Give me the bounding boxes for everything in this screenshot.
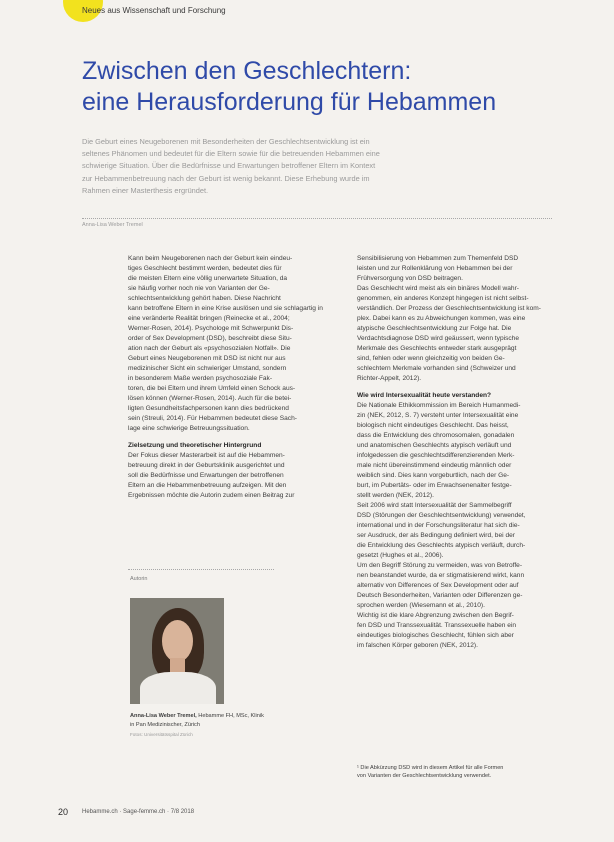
body-line: toren, die bei Eltern und ihrem Umfeld einen Schock aus-	[128, 385, 296, 392]
body-line: leisten und zur Rollenklärung von Hebammen bei der	[357, 265, 513, 272]
author-photo	[130, 598, 224, 704]
body-line: Kann beim Neugeborenen nach der Geburt kein eindeu-	[128, 255, 293, 262]
body-line: infolgedessen die geschlechtsdifferenzierenden Merk-	[357, 452, 515, 459]
article-lead	[82, 136, 482, 197]
photo-divider	[128, 569, 274, 570]
body-line: Werner-Rosen, 2014). Psychologe mit Schwerpunkt Dis-	[128, 325, 294, 332]
footnote-line: ¹ Die Abkürzung DSD wird in diesem Artikel für alle Formen	[357, 765, 504, 771]
title-line: Zwischen den Geschlechtern:	[82, 57, 412, 85]
body-line: schlechtern Merkmale vorhanden sind (Schweizer und	[357, 365, 516, 372]
body-line: alternativ von Differences of Sex Development oder auf	[357, 582, 519, 589]
photo-heading: Autorin	[130, 576, 148, 582]
body-line: sein (Streuli, 2014). Für Hebammen bedeutet diese Sach-	[128, 415, 297, 422]
body-line: international und in der Forschungsliteratur hat sich die-	[357, 522, 520, 529]
body-line: Eltern an die Hebammenbetreuung aufzeigen. Mit den	[128, 482, 287, 489]
body-line: ation nach der Geburt als «psychosozialen Notfall». Die	[128, 345, 291, 352]
journal-footer: Hebamme.ch · Sage-femme.ch · 7/8 2018	[82, 809, 195, 815]
body-line: burt, im Pubertäts- oder im Erwachsenenalter festge-	[357, 482, 512, 489]
caption-line	[130, 712, 280, 721]
section-label: Neues aus Wissenschaft und Forschung	[82, 6, 226, 15]
body-line: fen DSD und Transsexualität. Transsexuelle haben ein	[357, 622, 517, 629]
byline: Anna-Lisa Weber Tremel	[82, 222, 143, 228]
body-line: nen beanstandet wurde, da er stigmatisierend wirkt, kann	[357, 572, 525, 579]
lead-line: Die Geburt eines Neugeborenen mit Besonderheiten der Geschlechtsentwicklung ist ein	[82, 137, 370, 146]
body-line: atypische Geschlechtsentwicklung zur Folge hat. Die	[357, 325, 512, 332]
caption-author-name: Anna-Lisa Weber Tremel,	[130, 713, 197, 719]
left-column	[128, 254, 350, 501]
photo-face	[162, 620, 193, 662]
body-line: und anatomischen Geschlechts atypisch verläuft und	[357, 442, 512, 449]
body-line: order of Sex Development (DSD), beschreibt diese Situ-	[128, 335, 292, 342]
body-line: plex. Dabei kann es zu Abweichungen kommen, was eine	[357, 315, 526, 322]
body-line: Wichtig ist die klare Abgrenzung zwischen den Begrif-	[357, 612, 514, 619]
body-line: ligten Gesundheitsfachpersonen kann dies bedrückend	[128, 405, 289, 412]
paragraph-gap	[357, 384, 580, 391]
lead-line: zur Hebammenbetreuung nach der Geburt ist wenig bekannt. Diese Erhebung wurde im	[82, 173, 370, 183]
body-line: eine veränderte Realität bringen (Reinecke et al., 2004;	[128, 315, 290, 322]
caption-line: in Pan Medizinischer, Zürich	[130, 722, 200, 728]
photo-shirt	[140, 672, 216, 704]
body-line: gesetzt (Hughes et al., 2006).	[357, 552, 444, 559]
body-line: Deutsch Besonderheiten, Varianten oder Differenzen ge-	[357, 592, 523, 599]
photo-caption	[130, 712, 280, 730]
body-line: stellt werden (NEK, 2012).	[357, 492, 434, 499]
paragraph-gap	[128, 434, 350, 441]
photo-credit: Fotos: Universitätsspital Zürich	[130, 732, 193, 737]
footnote-line: von Varianten der Geschlechtsentwicklung verwendet.	[357, 773, 492, 779]
body-line: DSD (Störungen der Geschlechtsentwicklung) verwendet,	[357, 512, 526, 519]
body-line: kann betroffene Eltern in eine Krise auslösen und sie schlagartig in	[128, 305, 323, 312]
body-line: in besonderem Maße werden psychosoziale Fak-	[128, 375, 273, 382]
body-line: sprochen werden (Wiesemann et al., 2010).	[357, 602, 485, 609]
caption-role: Hebamme FH, MSc, Klinik	[196, 713, 264, 719]
body-line: lösen können (Werner-Rosen, 2014). Auch für die betei-	[128, 395, 292, 402]
body-line: medizinischer Sicht ein schwieriger Umstand, sondern	[128, 365, 287, 372]
body-line: sie häufig vorher noch nie von Varianten der Ge-	[128, 285, 270, 292]
body-line: dass die Entwicklung des chromosomalen, gonadalen	[357, 432, 515, 439]
body-line: im falschen Körper geboren (NEK, 2012).	[357, 642, 478, 649]
body-line: die meisten Eltern eine völlig unerwartete Situation, da	[128, 275, 288, 282]
body-line: Die Nationale Ethikkommission im Bereich Humanmedi-	[357, 402, 521, 409]
page-number: 20	[58, 807, 69, 817]
body-line: soll die Bedürfnisse und Erwartungen der betroffenen	[128, 472, 284, 479]
body-line: Das Geschlecht wird meist als ein binäres Modell wahr-	[357, 285, 519, 292]
body-line: male nicht übereinstimmend eindeutig männlich oder	[357, 462, 512, 469]
body-line: Richter-Appelt, 2012).	[357, 375, 422, 382]
body-line: ser Ausdruck, der als Bedingung definiert wird, bei der	[357, 532, 515, 539]
body-line: verständlich. Der Prozess der Geschlechtsentwicklung ist kom-	[357, 305, 541, 312]
body-line: Um den Begriff Störung zu vermeiden, was von Betroffe-	[357, 562, 523, 569]
article-title	[82, 56, 562, 118]
body-line: Merkmale des Geschlechts entweder stark ausgeprägt	[357, 345, 517, 352]
body-line: Sensibilisierung von Hebammen zum Themenfeld DSD	[357, 255, 519, 262]
right-column	[357, 254, 580, 651]
title-line: eine Herausforderung für Hebammen	[82, 88, 497, 116]
footnote	[357, 764, 582, 780]
body-line: weiblich sind. Dies kann vorgeburtlich, nach der Ge-	[357, 472, 510, 479]
body-line: genommen, ein anderes Konzept hingegen ist nicht selbst-	[357, 295, 529, 302]
body-line: sind, fehlen oder wenn gleichzeitig von beiden Ge-	[357, 355, 505, 362]
section-heading: Zielsetzung und theoretischer Hintergrund	[128, 442, 262, 449]
lead-line: seltenes Phänomen und bedeutet für die Eltern sowie für die betreuenden Hebammen eine	[82, 149, 380, 159]
body-line: Ergebnissen möchte die Autorin zudem einen Beitrag zur	[128, 492, 295, 499]
body-line: Seit 2006 wird statt Intersexualität der Sammelbegriff	[357, 502, 512, 509]
body-line: Der Fokus dieser Masterarbeit ist auf die Hebammen-	[128, 452, 285, 459]
body-line: zin (NEK, 2012, S. 7) versteht unter Intersexualität eine	[357, 412, 519, 419]
byline-divider	[82, 218, 552, 219]
body-line: biologisch nicht eindeutiges Geschlecht. Das heisst,	[357, 422, 509, 429]
lead-line: Rahmen einer Masterthesis ergründet.	[82, 185, 209, 195]
body-line: Geburt eines Neugeborenen mit DSD ist nicht nur aus	[128, 355, 286, 362]
body-line: die Entwicklung des Geschlechts atypisch verläuft, durch-	[357, 542, 526, 549]
lead-line: schwierige Situation. Über die Bedürfnisse und Erwartungen betroffener Eltern im Kontext	[82, 161, 376, 171]
body-line: eindeutiges biologisches Geschlecht, fühlen sich aber	[357, 632, 514, 639]
body-line: Verdachtsdiagnose DSD wird geäussert, wenn typische	[357, 335, 520, 342]
body-line: Frühversorgung von DSD beitragen.	[357, 275, 463, 282]
body-line: lage eine schwierige Betreuungssituation.	[128, 425, 250, 432]
body-line: tiges Geschlecht bestimmt werden, bedeutet dies für	[128, 265, 282, 272]
body-line: schlechtsentwicklung gehört haben. Diese Nachricht	[128, 295, 281, 302]
section-heading: Wie wird Intersexualität heute verstanden?	[357, 392, 492, 399]
body-line: betreuung direkt in der Geburtsklinik ausgerichtet und	[128, 462, 285, 469]
